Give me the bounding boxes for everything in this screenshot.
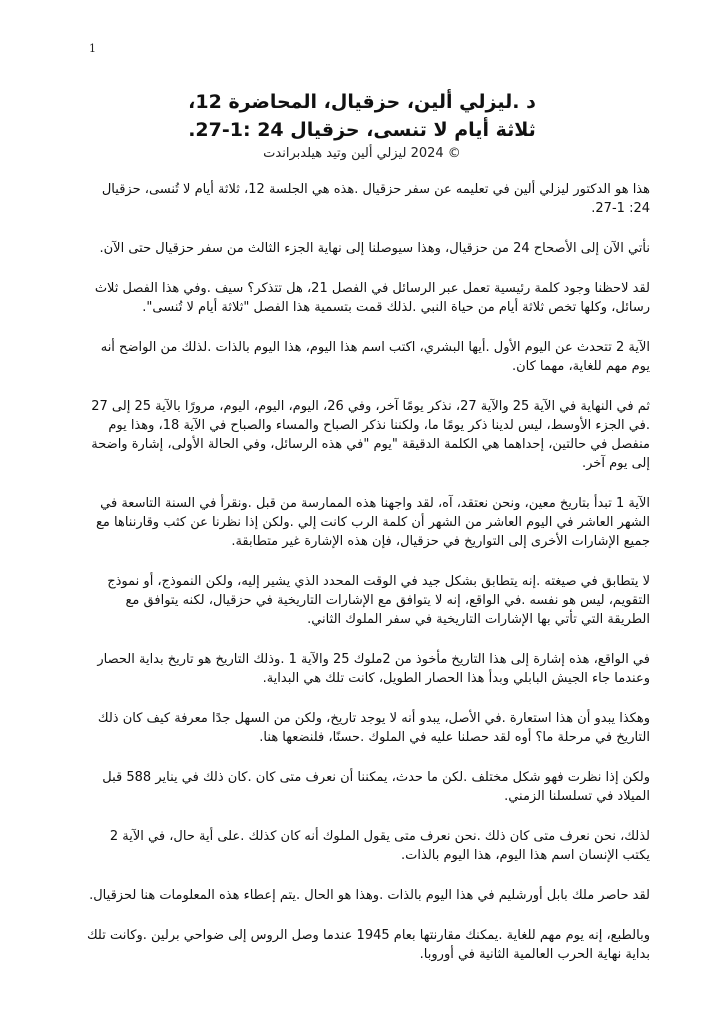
paragraph: في الواقع، هذه إشارة إلى هذا التاريخ مأخوذ من 2ملوك 25 والآية 1 .وذلك التاريخ هو تاريخ بداية الحصار وعندما جاء الجيش البابلي وبدأ هذا الحصار الطويل، كانت تلك هي البداية.	[97, 652, 650, 686]
paragraph: وبالطبع، إنه يوم مهم للغاية .يمكنك مقارنتها بعام 1945 عندما وصل الروس إلى ضواحي برلين .وكانت تلك بداية نهاية الحرب العالمية الثانية في أوروبا.	[86, 928, 650, 962]
paragraph: وهكذا يبدو أن هذا استعارة .في الأصل، يبدو أنه لا يوجد تاريخ، ولكن من السهل جدًا معرفة كيف كان ذلك التاريخ في مرحلة ما؟ أوه لقد حصلنا عليه في الملوك .حسنًا، فلنضعها هنا.	[97, 711, 650, 745]
paragraph: هذا هو الدكتور ليزلي ألين في تعليمه عن سفر حزقيال .هذه هي الجلسة 12، ثلاثة أيام لا تُنسى، حزقيال 24: 1-27.	[101, 182, 650, 216]
paragraph: لا يتطابق في صيغته .إنه يتطابق بشكل جيد في الوقت المحدد الذي يشير إليه، ولكن النموذج، أو نموذج التقويم، ليس هو نفسه .في الواقع، إنه لا يتوافق مع الإشارات التاريخية في حزقيال، لكنه يتوافق مع الطريقة التي تأتي بها الإشارات التاريخية في سفر الملوك الثاني.	[107, 574, 650, 627]
paragraph: لذلك، نحن نعرف متى كان ذلك .نحن نعرف متى يقول الملوك أنه كان كذلك .على أية حال، في الآية 2 يكتب الإنسان اسم هذا اليوم، هذا اليوم بالذات.	[109, 829, 650, 863]
copyright-line: © 2024 ليزلي ألين وتيد هيلدبراندت	[263, 146, 461, 161]
paragraph: نأتي الآن إلى الأصحاح 24 من حزقيال، وهذا سيوصلنا إلى نهاية الجزء الثالث من سفر حزقيال حتى الآن.	[99, 241, 650, 256]
paragraph: ثم في النهاية في الآية 25 والآية 27، نذكر يومًا آخر، وفي 26، اليوم، اليوم، اليوم، مرورًا بالآية 25 إلى 27 .في الجزء الأوسط، ليس لدينا ذكر يومًا ما، ولكننا نذكر الصباح والمساء والصباح في الآية 18، وهذا يوم منفصل في حالتين، إحداهما هي الكلمة الدقيقة "يوم "في هذه الرسائل، وفي الحالة الأولى، إشارة واضحة إلى يوم آخر.	[91, 399, 650, 471]
paragraph: الآية 2 تتحدث عن اليوم الأول .أيها البشري، اكتب اسم هذا اليوم، هذا اليوم بالذات .لذلك من الواضح أنه يوم مهم للغاية، مهما كان.	[100, 340, 650, 374]
document-header	[60, 88, 664, 163]
paragraph: لقد لاحظنا وجود كلمة رئيسية تعمل عبر الرسائل في الفصل 21، هل تتذكر؟ سيف .وفي هذا الفصل ثلاث رسائل، وكلها تخص ثلاثة أيام من حياة النبي .لذلك قمت بتسمية هذا الفصل "ثلاثة أيام لا تُنسى".	[94, 281, 650, 315]
title-line-2: ثلاثة أيام لا تنسى، حزقيال 24 :1-27.	[188, 119, 536, 141]
document-body	[85, 180, 650, 985]
title-line-1: د .ليزلي ألين، حزقيال، المحاضرة 12،	[188, 91, 536, 113]
paragraph: ولكن إذا نظرت فهو شكل مختلف .لكن ما حدث، يمكننا أن نعرف متى كان .كان ذلك في يناير 588 قبل الميلاد في تسلسلنا الزمني.	[102, 770, 650, 804]
page-number: 1	[89, 42, 96, 55]
paragraph: الآية 1 تبدأ بتاريخ معين، ونحن نعتقد، آه، لقد واجهنا هذه الممارسة من قبل .ونقرأ في السنة التاسعة في الشهر العاشر في اليوم العاشر من الشهر أن كلمة الرب كانت إلي .ولكن إذا نظرنا عن كثب وقارنناها مع جميع الإشارات الأخرى إلى التواريخ في حزقيال، فإن هذه الإشارة غير متطابقة.	[96, 496, 650, 549]
paragraph: لقد حاصر ملك بابل أورشليم في هذا اليوم بالذات .وهذا هو الحال .يتم إعطاء هذه المعلومات هنا لحزقيال.	[89, 888, 650, 903]
